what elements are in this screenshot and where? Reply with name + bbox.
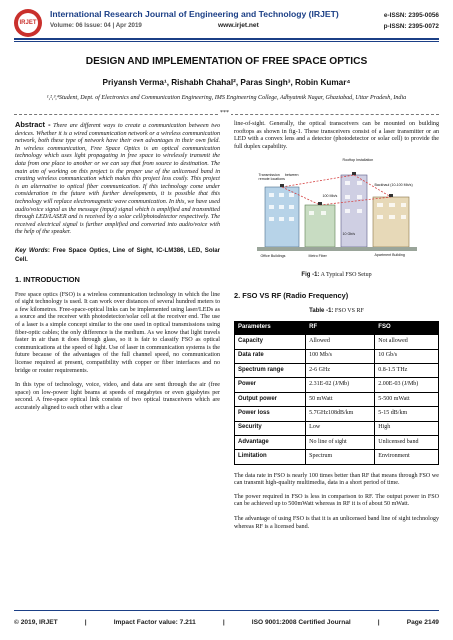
table-row [235, 421, 439, 435]
journal-header [0, 0, 453, 42]
e-issn: e-ISSN: 2395-0056 [383, 12, 439, 19]
ground [257, 247, 417, 251]
table-cell: 5-15 dB/km [375, 407, 439, 421]
fig-label-office: Office Buildings [260, 254, 286, 259]
keywords [15, 247, 220, 264]
footer-copyright: © 2019, IRJET [14, 619, 58, 626]
table-cell: Data rate [235, 349, 306, 363]
table-cell: Allowed [306, 335, 375, 349]
table-row [235, 378, 439, 392]
table-cell: 5-500 mWatt [375, 392, 439, 406]
table-cell: 10 Gb/s [375, 349, 439, 363]
table-caption-text: FSO VS RF [333, 307, 364, 314]
power-paragraph: The power required in FSO is less in comparison to RF. The output power in FSO can be achieved up to 500mWatt whereas in RF it is of about 50 mWatt. [234, 493, 439, 508]
table-cell: 2.00E-03 (J/Mb) [375, 378, 439, 392]
table-header-cell: FSO [375, 322, 439, 335]
table-row [235, 450, 439, 464]
footer-iso: ISO 9001:2008 Certified Journal [251, 619, 351, 626]
footer-sep: | [222, 619, 225, 626]
figure-caption [234, 272, 439, 280]
intro-paragraph-2: In this type of technology, voice, video, and data are sent through the air (free space) on low-power light beams at speeds of megabytes or even gigabytes per second. A free-space optical link consists of two optical transceivers which are accurately aligned to each other with a clear [15, 382, 220, 411]
abstract-label: Abstract - [15, 120, 51, 129]
table-cell: Spectrum range [235, 363, 306, 377]
left-column [15, 121, 220, 420]
table-cell: Advantage [235, 435, 306, 449]
header-rule [14, 38, 439, 40]
abstract [15, 121, 220, 237]
keywords-label: Key Words [15, 246, 48, 254]
table-header-cell: Parameters [235, 322, 306, 335]
advantage-paragraph: The advantage of using FSO is that it is an unlicensed band line of sight technology whereas RF is a licensed band. [234, 516, 439, 530]
journal-site-link[interactable]: www.irjet.net [218, 22, 259, 29]
fig-label-backhaul: Backhaul (10-100 Mb/s) [374, 183, 413, 188]
table-row [235, 363, 439, 377]
figure-caption-label: Fig -1: [301, 272, 320, 279]
table-caption [234, 308, 439, 316]
paper-affiliation: ¹,²,³,⁴Student, Dept. of Electronics and Communication Engineering, IMS Engineering College, Adhyatmik Nagar, Ghaziabad, Uttar Pradesh, India [46, 95, 407, 101]
footer-impact: Impact Factor value: 7.211 [113, 619, 196, 626]
section-2-heading: 2. FSO VS RF (Radio Frequency) [234, 290, 349, 300]
table-cell: Unlicensed band [375, 435, 439, 449]
table-cell: High [375, 421, 439, 435]
issn-block [384, 10, 439, 32]
table-cell: Low [306, 421, 375, 435]
intro-paragraph-1: Free space optics (FSO) is a wireless communication technology in which the line of sight technology is used. It can work over distances of several hundred meters to a few kilometres. Free-space-optical links can be implemented using laser/LEDs as a source and the receiver with photodetector/solar cell at the receiver end. The use of a laser is a simple concept similar to the one used in optical transmissions using fiber-optic cables; the only difference is the medium. As we know that light travels faster in air than it does through glass, so it is fair to classify FSO as optical communications at the speed of light. Use of laser in communication systems is the future because of the advantages of the full channel speed, no communication license required at present, compatibility with copper or fiber interfaces and no bridge or router requirements. [15, 291, 220, 374]
table-row [235, 349, 439, 363]
table-cell: Power loss [235, 407, 306, 421]
fig-label-10gbs: 10 Gb/s [342, 232, 356, 237]
fig-label-apartment: Apartment Building [374, 253, 405, 258]
footer-page-number: Page 2149 [406, 619, 439, 626]
table-cell: 5.7GHz108dB/km [306, 407, 375, 421]
table-cell: 2.31E-02 (J/Mb) [306, 378, 375, 392]
table-cell: Output power [235, 392, 306, 406]
p-issn: p-ISSN: 2395-0072 [383, 23, 439, 30]
table-cell: Power [235, 378, 306, 392]
table-row [235, 392, 439, 406]
footer-sep: | [84, 619, 87, 626]
irjet-logo-text: IRJET [18, 13, 38, 33]
table-cell: Not allowed [375, 335, 439, 349]
table-cell: 0.8-1.5 THz [375, 363, 439, 377]
abstract-text: There are different ways to create a communication between two devices. Whether it is a wired communication network or a wireless communication network, both these type of network have their own advantages in their own field. In wireless communication, Free Space Optics is an optical communication technology which uses light propagating in free space to wirelessly transmit the data from one place to another or we can say that from source to destination. The main aim of working on this project is the proper use of the unlicensed band in creating wireless communication which makes this project less costly. This project is an alternative to optical fiber communication. If this technology come under consideration in the future with further developments, it is possible that this technology will replace electromagnetic wave communication. In this, we have used audio/voice signal as the message (input) signal which is amplified and transmitted through LED/LASER and is received by a solar cell/photodetector respectively. The received electrical signal is further amplified and converted into audio/voice with the help of the speaker. [15, 123, 221, 236]
irjet-logo [14, 9, 42, 37]
journal-name: International Research Journal of Engineering and Technology (IRJET) [50, 9, 339, 19]
table-row [235, 435, 439, 449]
table-header-row [235, 322, 439, 335]
data-rate-paragraph: The data rate in FSO is nearly 100 times better than RF that means through FSO we can transmit high-quality multimedia, data in a short period of time. [234, 472, 439, 487]
table-cell: Capacity [235, 335, 306, 349]
keywords-text: : Free Space Optics, Line of Sight, IC-LM386, LED, Solar Cell. [15, 246, 221, 263]
table-cell: 100 Mb/s [306, 349, 375, 363]
figure-caption-text: A Typical FSO Setup [319, 272, 372, 279]
header-rule-thin [14, 41, 439, 42]
table-row [235, 407, 439, 421]
table-header-cell: RF [306, 322, 375, 335]
paper-title: DESIGN AND IMPLEMENTATION OF FREE SPACE OPTICS [85, 56, 368, 67]
table-cell: 2-6 GHz [306, 363, 375, 377]
table-cell: 50 mWatt [306, 392, 375, 406]
table-row [235, 335, 439, 349]
table-cell: Security [235, 421, 306, 435]
journal-volume: Volume: 06 Issue: 04 | Apr 2019 [50, 22, 142, 29]
fig-label-rooftop: Rooftop Installation [342, 158, 374, 163]
table-cell: Spectrum [306, 450, 375, 464]
table-cell: Limitation [235, 450, 306, 464]
divider-mark: *** [220, 110, 229, 116]
fso-setup-figure [257, 157, 417, 269]
fig-label-transmission: Transmission between remote locations [258, 173, 299, 182]
intro-heading: 1. INTRODUCTION [15, 275, 80, 285]
footer-rule [14, 610, 439, 611]
footer-sep: | [377, 619, 380, 626]
fso-vs-rf-table [234, 321, 439, 465]
fig-label-metro: Metro Fiber [308, 254, 327, 259]
table-cell: No line of sight [306, 435, 375, 449]
continued-paragraph: line-of-sight. Generally, the optical transceivers can be mounted on building rooftops as shown in fig-1. These transceivers consist of a laser transmitter or an LED with a convex lens and a detector (photodetector or solar cell) to provide the full duplex capability. [234, 121, 439, 150]
table-caption-label: Table -1: [309, 307, 334, 314]
fig-label-100mbs: 100 Mb/s [322, 194, 338, 199]
page-footer [14, 619, 439, 626]
right-column [234, 121, 439, 538]
paper-authors: Priyansh Verma¹, Rishabh Chahal², Paras Singh³, Robin Kumar⁴ [102, 78, 351, 87]
table-cell: Environment [375, 450, 439, 464]
